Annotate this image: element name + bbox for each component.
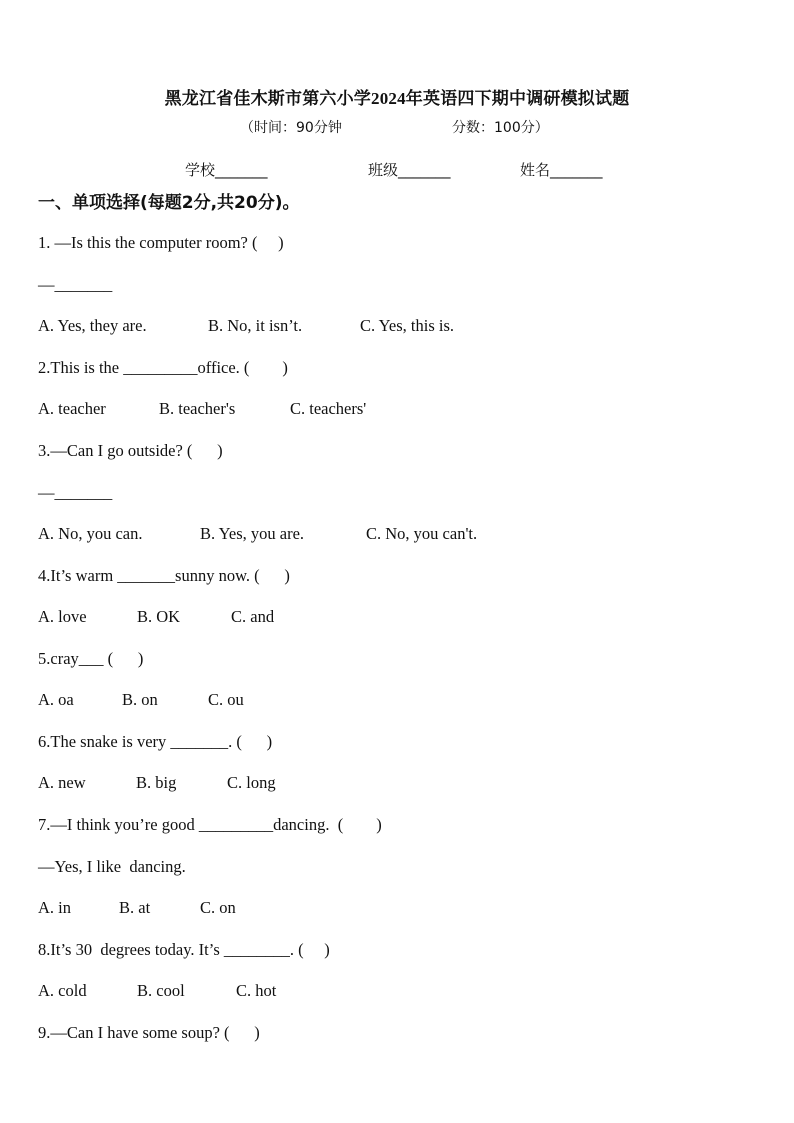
page-title: 黑龙江省佳木斯市第六小学2024年英语四下期中调研模拟试题 [164,89,630,108]
name-field: 姓名_______ [520,161,603,179]
section-heading: 一、单项选择(每题2分,共20分)。 [38,193,300,213]
answer-line-3: —_______ [38,483,113,502]
q2-option-a: A. teacher [38,399,106,418]
q3-option-a: A. No, you can. [38,524,143,543]
q6-option-b: B. big [136,773,177,792]
q2-option-b: B. teacher's [159,399,236,418]
q4-option-c: C. and [231,607,275,626]
exam-time: （时间：90分钟 [240,120,342,136]
q5-option-b: B. on [122,690,158,709]
q2-option-c: C. teachers' [290,399,367,418]
question-1: 1. —Is this the computer room? ( ) [38,233,284,252]
q8-option-b: B. cool [137,981,185,1000]
question-9: 9.—Can I have some soup? ( ) [38,1023,260,1042]
q4-option-a: A. love [38,607,87,626]
question-3: 3.—Can I go outside? ( ) [38,441,223,460]
q8-option-c: C. hot [236,981,277,1000]
q1-option-b: B. No, it isn’t. [208,316,303,335]
q7-option-c: C. on [200,898,236,917]
q1-option-a: A. Yes, they are. [38,316,147,335]
answer-line-1: —_______ [38,275,113,294]
question-7: 7.—I think you’re good _________dancing. ( ) [38,815,382,834]
q6-option-c: C. long [227,773,276,792]
question-5: 5.cray___ ( ) [38,649,144,668]
question-2: 2.This is the _________office. ( ) [38,358,288,377]
q7-option-b: B. at [119,898,151,917]
school-field: 学校_______ [185,161,268,179]
q3-option-b: B. Yes, you are. [200,524,305,543]
q3-option-c: C. No, you can't. [366,524,478,543]
q1-option-c: C. Yes, this is. [360,316,454,335]
question-6: 6.The snake is very _______. ( ) [38,732,273,751]
q7-option-a: A. in [38,898,71,917]
reply-line-7: —Yes, I like dancing. [38,857,186,876]
question-8: 8.It’s 30 degrees today. It’s ________. ( ) [38,940,330,959]
q8-option-a: A. cold [38,981,87,1000]
q6-option-a: A. new [38,773,86,792]
class-field: 班级_______ [368,161,451,179]
question-4: 4.It’s warm _______sunny now. ( ) [38,566,290,585]
q5-option-a: A. oa [38,690,74,709]
q4-option-b: B. OK [137,607,181,626]
q5-option-c: C. ou [208,690,244,709]
exam-score: 分数：100分） [452,120,549,136]
